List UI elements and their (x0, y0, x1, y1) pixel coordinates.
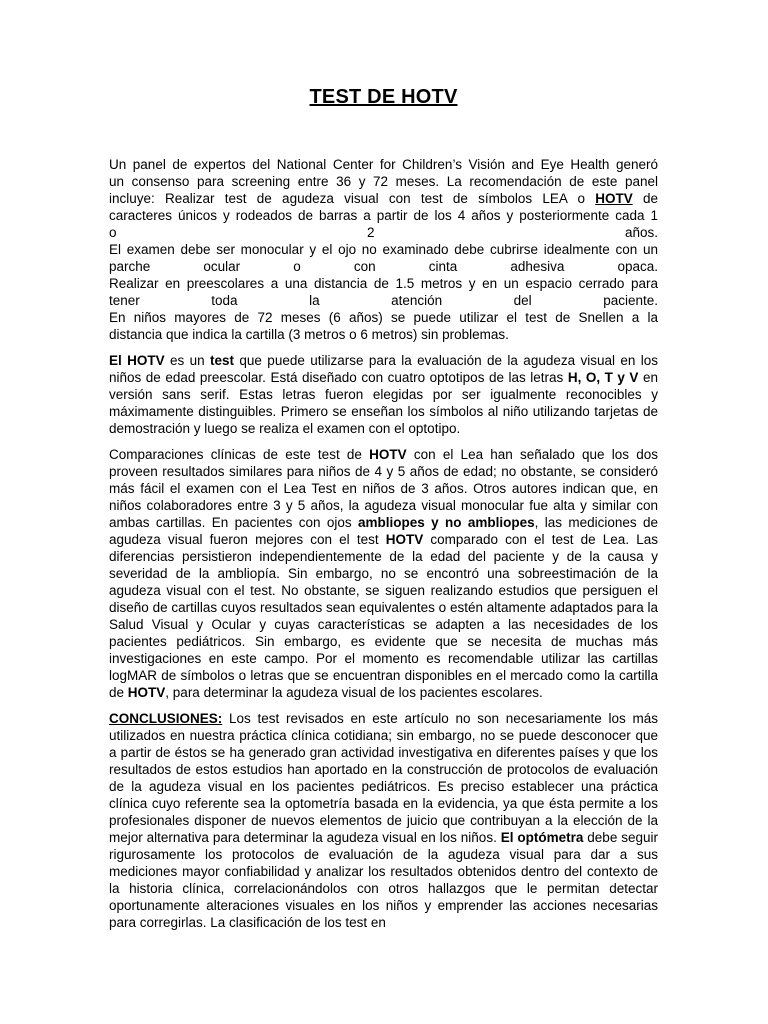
bold-run: HOTV (369, 447, 407, 462)
bold-run: HOTV (127, 685, 166, 700)
text-run: de (632, 191, 658, 206)
text-line: un consenso para screening entre 36 y 72 meses. La recomendación de este panel (109, 174, 658, 189)
text-run: Comparaciones clínicas de este test de (109, 447, 370, 462)
text-line: En niños mayores de 72 meses (6 años) se puede utilizar el test de Snellen a la (109, 310, 658, 325)
text-line: El examen debe ser monocular y el ojo no examinado debe cubrirse idealmente con un (109, 242, 658, 257)
text-run: comparado con el test de Lea. Las diferencias persistieron independientemente de la edad del paciente y de la causa y severidad de la ambliopía. Sin embargo, no se encontró una sobreestimación de la agudeza visual con el test. No obstante, se siguen realizando estudios que persiguen el diseño de cartillas cuyos resultados sean equivalentes o estén altamente adaptados para la Salud Visual y Ocular y cuyas características se adapten a las necesidades de los pacientes pediátricos. Sin embargo, es evidente que se necesita de muchas más investigaciones en este campo. Por el momento es recomendable utilizar las cartillas logMAR de símbolos o letras que se encuentran disponibles en el mercado como la cartilla de (109, 532, 658, 700)
hotv-emphasis: HOTV (595, 191, 633, 206)
text-line (109, 190, 658, 207)
text-run: incluye: Realizar test de agudeza visual con test de símbolos LEA o (109, 191, 596, 206)
paragraph-clinical-comparisons (109, 446, 658, 701)
text-line: Un panel de expertos del National Center for Children’s Visión and Eye Health generó (109, 157, 658, 172)
text-line: o 2 años. (109, 225, 658, 240)
text-run: con el Lea han señalado que los dos proveen resultados similares para niños de 4 y 5 años de edad; no obstante, se consideró más fácil el examen con el Lea Test en niños de 3 años. Otros autores indican que, en niños colaboradores entre 3 y 5 años, la agudeza visual monocular fue alta y similar con ambas cartillas. En pacientes con ojos (109, 447, 658, 530)
text-run: que puede utilizarse para la evaluación de la agudeza visual en los niños de edad preescolar. Está diseñado con cuatro optotipos de las letras (109, 353, 659, 385)
text-line: Realizar en preescolares a una distancia de 1.5 metros y en un espacio cerrado para (109, 276, 658, 291)
conclusions-heading: CONCLUSIONES: (109, 711, 223, 726)
text-run: , para determinar la agudeza visual de los pacientes escolares. (165, 685, 543, 700)
text-run: , las mediciones de agudeza visual fueron mejores con el test (109, 515, 659, 547)
bold-run: test (210, 353, 235, 368)
text-run: en versión sans serif. Estas letras fueron elegidas por ser igualmente reconocibles y máximamente distinguibles. Primero se enseñan los símbolos al niño utilizando tarjetas de demostración y luego se realiza el examen con el optotipo. (109, 370, 658, 436)
bold-run: El optómetra (500, 830, 584, 845)
paragraph-conclusions (109, 710, 658, 931)
bold-run: El HOTV (109, 353, 165, 368)
text-run: debe seguir rigurosamente los protocolos de evaluación de la agudeza visual para dar a sus mediciones mayor confiabilidad y analizar los resultados obtenidos dentro del contexto de la historia clínica, correlacionándolos con otros hallazgos que le permitan detectar oportunamente alteraciones visuales en los niños y emprender las acciones necesarias para corregirlas. La clasificación de los test en (109, 830, 658, 930)
bold-run: H, O, T y V (567, 370, 639, 385)
paragraph-hotv-description (109, 352, 658, 437)
text-line: parche ocular o con cinta adhesiva opaca. (109, 259, 658, 274)
text-line: distancia que indica la cartilla (3 metros o 6 metros) sin problemas. (109, 327, 509, 342)
document-title: TEST DE HOTV (309, 86, 458, 108)
text-line: tener toda la atención del paciente. (109, 293, 658, 308)
paragraph-intro (109, 156, 658, 343)
document-body (109, 156, 658, 940)
text-run: es un (164, 353, 211, 368)
text-line: caracteres únicos y rodeados de barras a partir de los 4 años y posteriormente cada 1 (109, 208, 658, 223)
text-run: Los test revisados en este artículo no son necesariamente los más utilizados en nuestra práctica clínica cotidiana; sin embargo, no se puede desconocer que a partir de éstos se ha generado gran actividad investigativa en diferentes países y que los resultados de estos estudios han aportado en la construcción de protocolos de evaluación de la agudeza visual en los pacientes pediátricos. Es preciso establecer una práctica clínica cuyo referente sea la optometría basada en la evidencia, ya que ésta permite a los profesionales disponer de nuevos elementos de juicio que contribuyan a la elección de la mejor alternativa para determinar la agudeza visual en los niños. (109, 711, 658, 845)
bold-run: ambliopes y no ambliopes (358, 515, 535, 530)
bold-run: HOTV (385, 532, 424, 547)
